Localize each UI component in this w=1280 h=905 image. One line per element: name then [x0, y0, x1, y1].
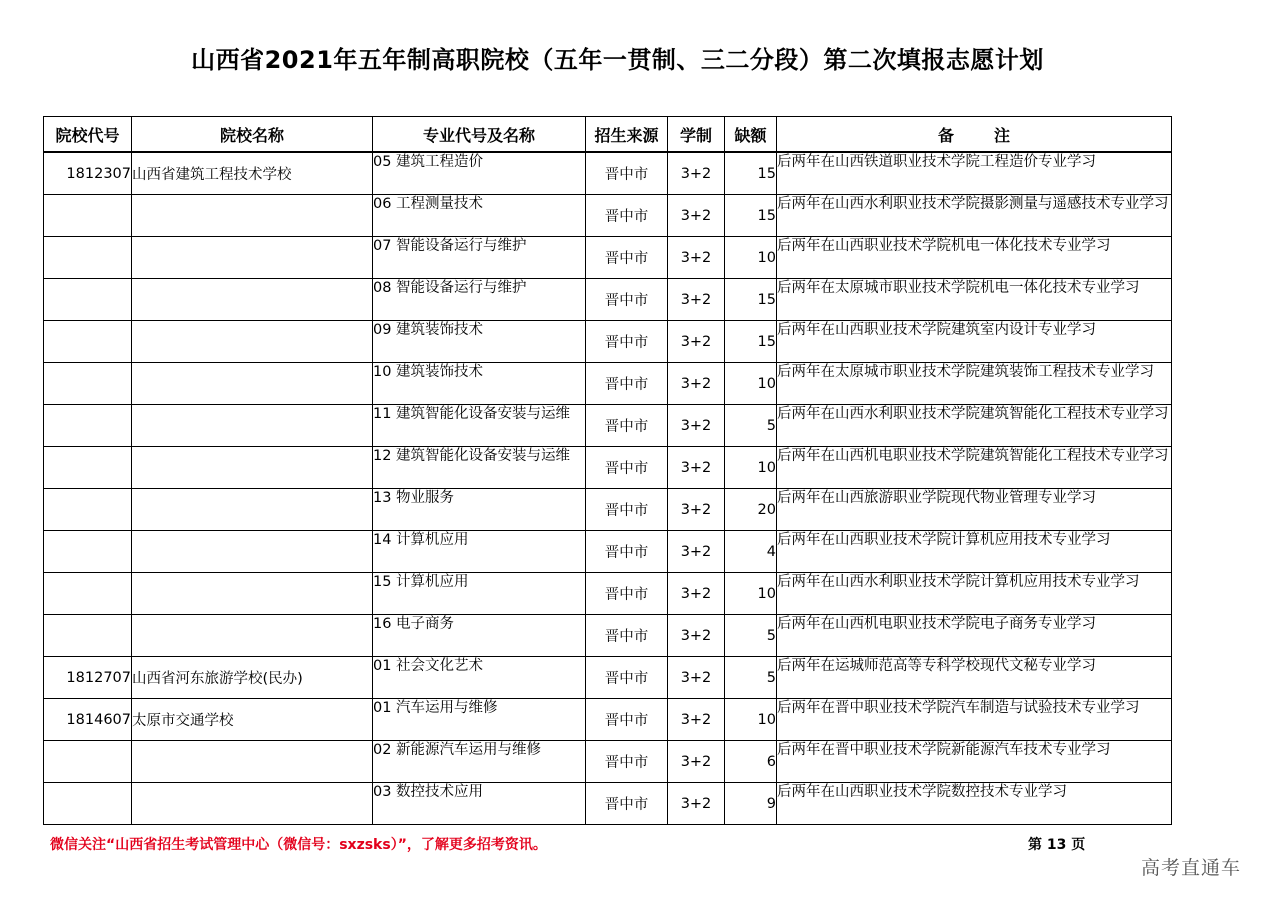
cell-remark: 后两年在晋中职业技术学院汽车制造与试验技术专业学习: [777, 699, 1172, 741]
cell-source: 晋中市: [586, 321, 668, 363]
table-row: [44, 195, 1172, 237]
cell-vacancy: 10: [725, 237, 777, 279]
cell-length: 3+2: [668, 195, 725, 237]
cell-remark: 后两年在山西职业技术学院数控技术专业学习: [777, 783, 1172, 825]
watermark: 高考直通车: [1141, 857, 1242, 879]
cell-remark: 后两年在晋中职业技术学院新能源汽车技术专业学习: [777, 741, 1172, 783]
table-row: [44, 573, 1172, 615]
cell-vacancy: 9: [725, 783, 777, 825]
cell-school-code: [44, 741, 132, 783]
cell-source: 晋中市: [586, 489, 668, 531]
table-row: [44, 489, 1172, 531]
header-vacancy: 缺额: [725, 117, 777, 153]
cell-school-code: [44, 489, 132, 531]
cell-length: 3+2: [668, 699, 725, 741]
cell-remark: 后两年在太原城市职业技术学院建筑装饰工程技术专业学习: [777, 363, 1172, 405]
table-row: [44, 363, 1172, 405]
cell-vacancy: 10: [725, 447, 777, 489]
table-row: [44, 447, 1172, 489]
cell-remark: 后两年在山西旅游职业学院现代物业管理专业学习: [777, 489, 1172, 531]
cell-length: 3+2: [668, 237, 725, 279]
cell-major: 10 建筑装饰技术: [373, 363, 586, 405]
cell-major: 06 工程测量技术: [373, 195, 586, 237]
cell-length: 3+2: [668, 152, 725, 195]
cell-length: 3+2: [668, 279, 725, 321]
cell-major: 01 社会文化艺术: [373, 657, 586, 699]
cell-source: 晋中市: [586, 152, 668, 195]
cell-major: 15 计算机应用: [373, 573, 586, 615]
table-header-row: [44, 117, 1172, 153]
table-row: [44, 279, 1172, 321]
cell-school-code: [44, 405, 132, 447]
cell-vacancy: 15: [725, 152, 777, 195]
cell-source: 晋中市: [586, 699, 668, 741]
cell-remark: 后两年在山西职业技术学院建筑室内设计专业学习: [777, 321, 1172, 363]
cell-vacancy: 15: [725, 279, 777, 321]
cell-major: 05 建筑工程造价: [373, 152, 586, 195]
cell-school-name: [132, 321, 373, 363]
cell-length: 3+2: [668, 531, 725, 573]
cell-source: 晋中市: [586, 237, 668, 279]
cell-vacancy: 15: [725, 195, 777, 237]
cell-school-name: [132, 237, 373, 279]
cell-major: 09 建筑装饰技术: [373, 321, 586, 363]
cell-school-code: [44, 573, 132, 615]
cell-major: 14 计算机应用: [373, 531, 586, 573]
header-school-name: 院校名称: [132, 117, 373, 153]
cell-school-name: [132, 573, 373, 615]
cell-school-code: [44, 615, 132, 657]
table-row: [44, 405, 1172, 447]
header-source: 招生来源: [586, 117, 668, 153]
header-school-code: 院校代号: [44, 117, 132, 153]
cell-source: 晋中市: [586, 531, 668, 573]
cell-source: 晋中市: [586, 657, 668, 699]
header-remark-label: 备注: [937, 125, 1050, 145]
cell-major: 01 汽车运用与维修: [373, 699, 586, 741]
table-row: [44, 531, 1172, 573]
cell-vacancy: 5: [725, 657, 777, 699]
cell-major: 12 建筑智能化设备安装与运维: [373, 447, 586, 489]
page-number: 第 13 页: [1028, 837, 1086, 853]
cell-school-name: [132, 447, 373, 489]
cell-major: 16 电子商务: [373, 615, 586, 657]
table-row: [44, 699, 1172, 741]
cell-school-code: 1812307: [44, 152, 132, 195]
cell-major: 07 智能设备运行与维护: [373, 237, 586, 279]
cell-length: 3+2: [668, 573, 725, 615]
header-remark: [777, 117, 1172, 153]
cell-remark: 后两年在山西水利职业技术学院计算机应用技术专业学习: [777, 573, 1172, 615]
cell-source: 晋中市: [586, 405, 668, 447]
cell-vacancy: 10: [725, 363, 777, 405]
cell-remark: 后两年在山西机电职业技术学院建筑智能化工程技术专业学习: [777, 447, 1172, 489]
table-row: [44, 657, 1172, 699]
cell-major: 02 新能源汽车运用与维修: [373, 741, 586, 783]
cell-length: 3+2: [668, 741, 725, 783]
cell-vacancy: 15: [725, 321, 777, 363]
table-body: [44, 152, 1172, 825]
cell-vacancy: 6: [725, 741, 777, 783]
cell-vacancy: 20: [725, 489, 777, 531]
cell-remark: 后两年在山西水利职业技术学院摄影测量与遥感技术专业学习: [777, 195, 1172, 237]
cell-vacancy: 10: [725, 573, 777, 615]
cell-school-code: [44, 363, 132, 405]
cell-remark: 后两年在运城师范高等专科学校现代文秘专业学习: [777, 657, 1172, 699]
cell-remark: 后两年在山西水利职业技术学院建筑智能化工程技术专业学习: [777, 405, 1172, 447]
cell-source: 晋中市: [586, 363, 668, 405]
cell-school-code: [44, 447, 132, 489]
cell-length: 3+2: [668, 489, 725, 531]
cell-length: 3+2: [668, 615, 725, 657]
table-row: [44, 741, 1172, 783]
cell-remark: 后两年在山西机电职业技术学院电子商务专业学习: [777, 615, 1172, 657]
cell-school-code: 1814607: [44, 699, 132, 741]
cell-school-code: [44, 279, 132, 321]
cell-length: 3+2: [668, 321, 725, 363]
table-row: [44, 615, 1172, 657]
footer-notice: 微信关注“山西省招生考试管理中心（微信号：sxzsks）”，了解更多招考资讯。: [50, 837, 547, 853]
cell-school-name: [132, 405, 373, 447]
cell-major: 11 建筑智能化设备安装与运维: [373, 405, 586, 447]
cell-major: 13 物业服务: [373, 489, 586, 531]
cell-school-code: 1812707: [44, 657, 132, 699]
cell-school-name: [132, 615, 373, 657]
table-row: [44, 237, 1172, 279]
cell-major: 03 数控技术应用: [373, 783, 586, 825]
cell-remark: 后两年在山西铁道职业技术学院工程造价专业学习: [777, 152, 1172, 195]
cell-school-name: [132, 363, 373, 405]
cell-remark: 后两年在山西职业技术学院机电一体化技术专业学习: [777, 237, 1172, 279]
cell-source: 晋中市: [586, 573, 668, 615]
cell-school-name: [132, 531, 373, 573]
cell-remark: 后两年在山西职业技术学院计算机应用技术专业学习: [777, 531, 1172, 573]
table-row: [44, 783, 1172, 825]
cell-school-code: [44, 321, 132, 363]
cell-vacancy: 4: [725, 531, 777, 573]
cell-school-name: [132, 195, 373, 237]
cell-vacancy: 5: [725, 405, 777, 447]
cell-school-name: [132, 741, 373, 783]
cell-major: 08 智能设备运行与维护: [373, 279, 586, 321]
cell-school-name: [132, 783, 373, 825]
header-length: 学制: [668, 117, 725, 153]
cell-length: 3+2: [668, 783, 725, 825]
plan-table: [43, 116, 1172, 825]
cell-school-name: [132, 279, 373, 321]
cell-school-code: [44, 237, 132, 279]
cell-length: 3+2: [668, 363, 725, 405]
cell-source: 晋中市: [586, 615, 668, 657]
cell-school-name: 太原市交通学校: [132, 699, 373, 741]
cell-remark: 后两年在太原城市职业技术学院机电一体化技术专业学习: [777, 279, 1172, 321]
cell-source: 晋中市: [586, 447, 668, 489]
cell-school-code: [44, 531, 132, 573]
cell-school-code: [44, 783, 132, 825]
cell-length: 3+2: [668, 657, 725, 699]
page-title: 山西省2021年五年制高职院校（五年一贯制、三二分段）第二次填报志愿计划: [191, 46, 1044, 74]
cell-school-code: [44, 195, 132, 237]
cell-school-name: 山西省建筑工程技术学校: [132, 152, 373, 195]
table-row: [44, 152, 1172, 195]
cell-school-name: [132, 489, 373, 531]
table-row: [44, 321, 1172, 363]
cell-source: 晋中市: [586, 783, 668, 825]
cell-length: 3+2: [668, 447, 725, 489]
header-major: 专业代号及名称: [373, 117, 586, 153]
cell-source: 晋中市: [586, 195, 668, 237]
cell-source: 晋中市: [586, 741, 668, 783]
cell-vacancy: 5: [725, 615, 777, 657]
cell-source: 晋中市: [586, 279, 668, 321]
cell-length: 3+2: [668, 405, 725, 447]
cell-school-name: 山西省河东旅游学校(民办): [132, 657, 373, 699]
cell-vacancy: 10: [725, 699, 777, 741]
